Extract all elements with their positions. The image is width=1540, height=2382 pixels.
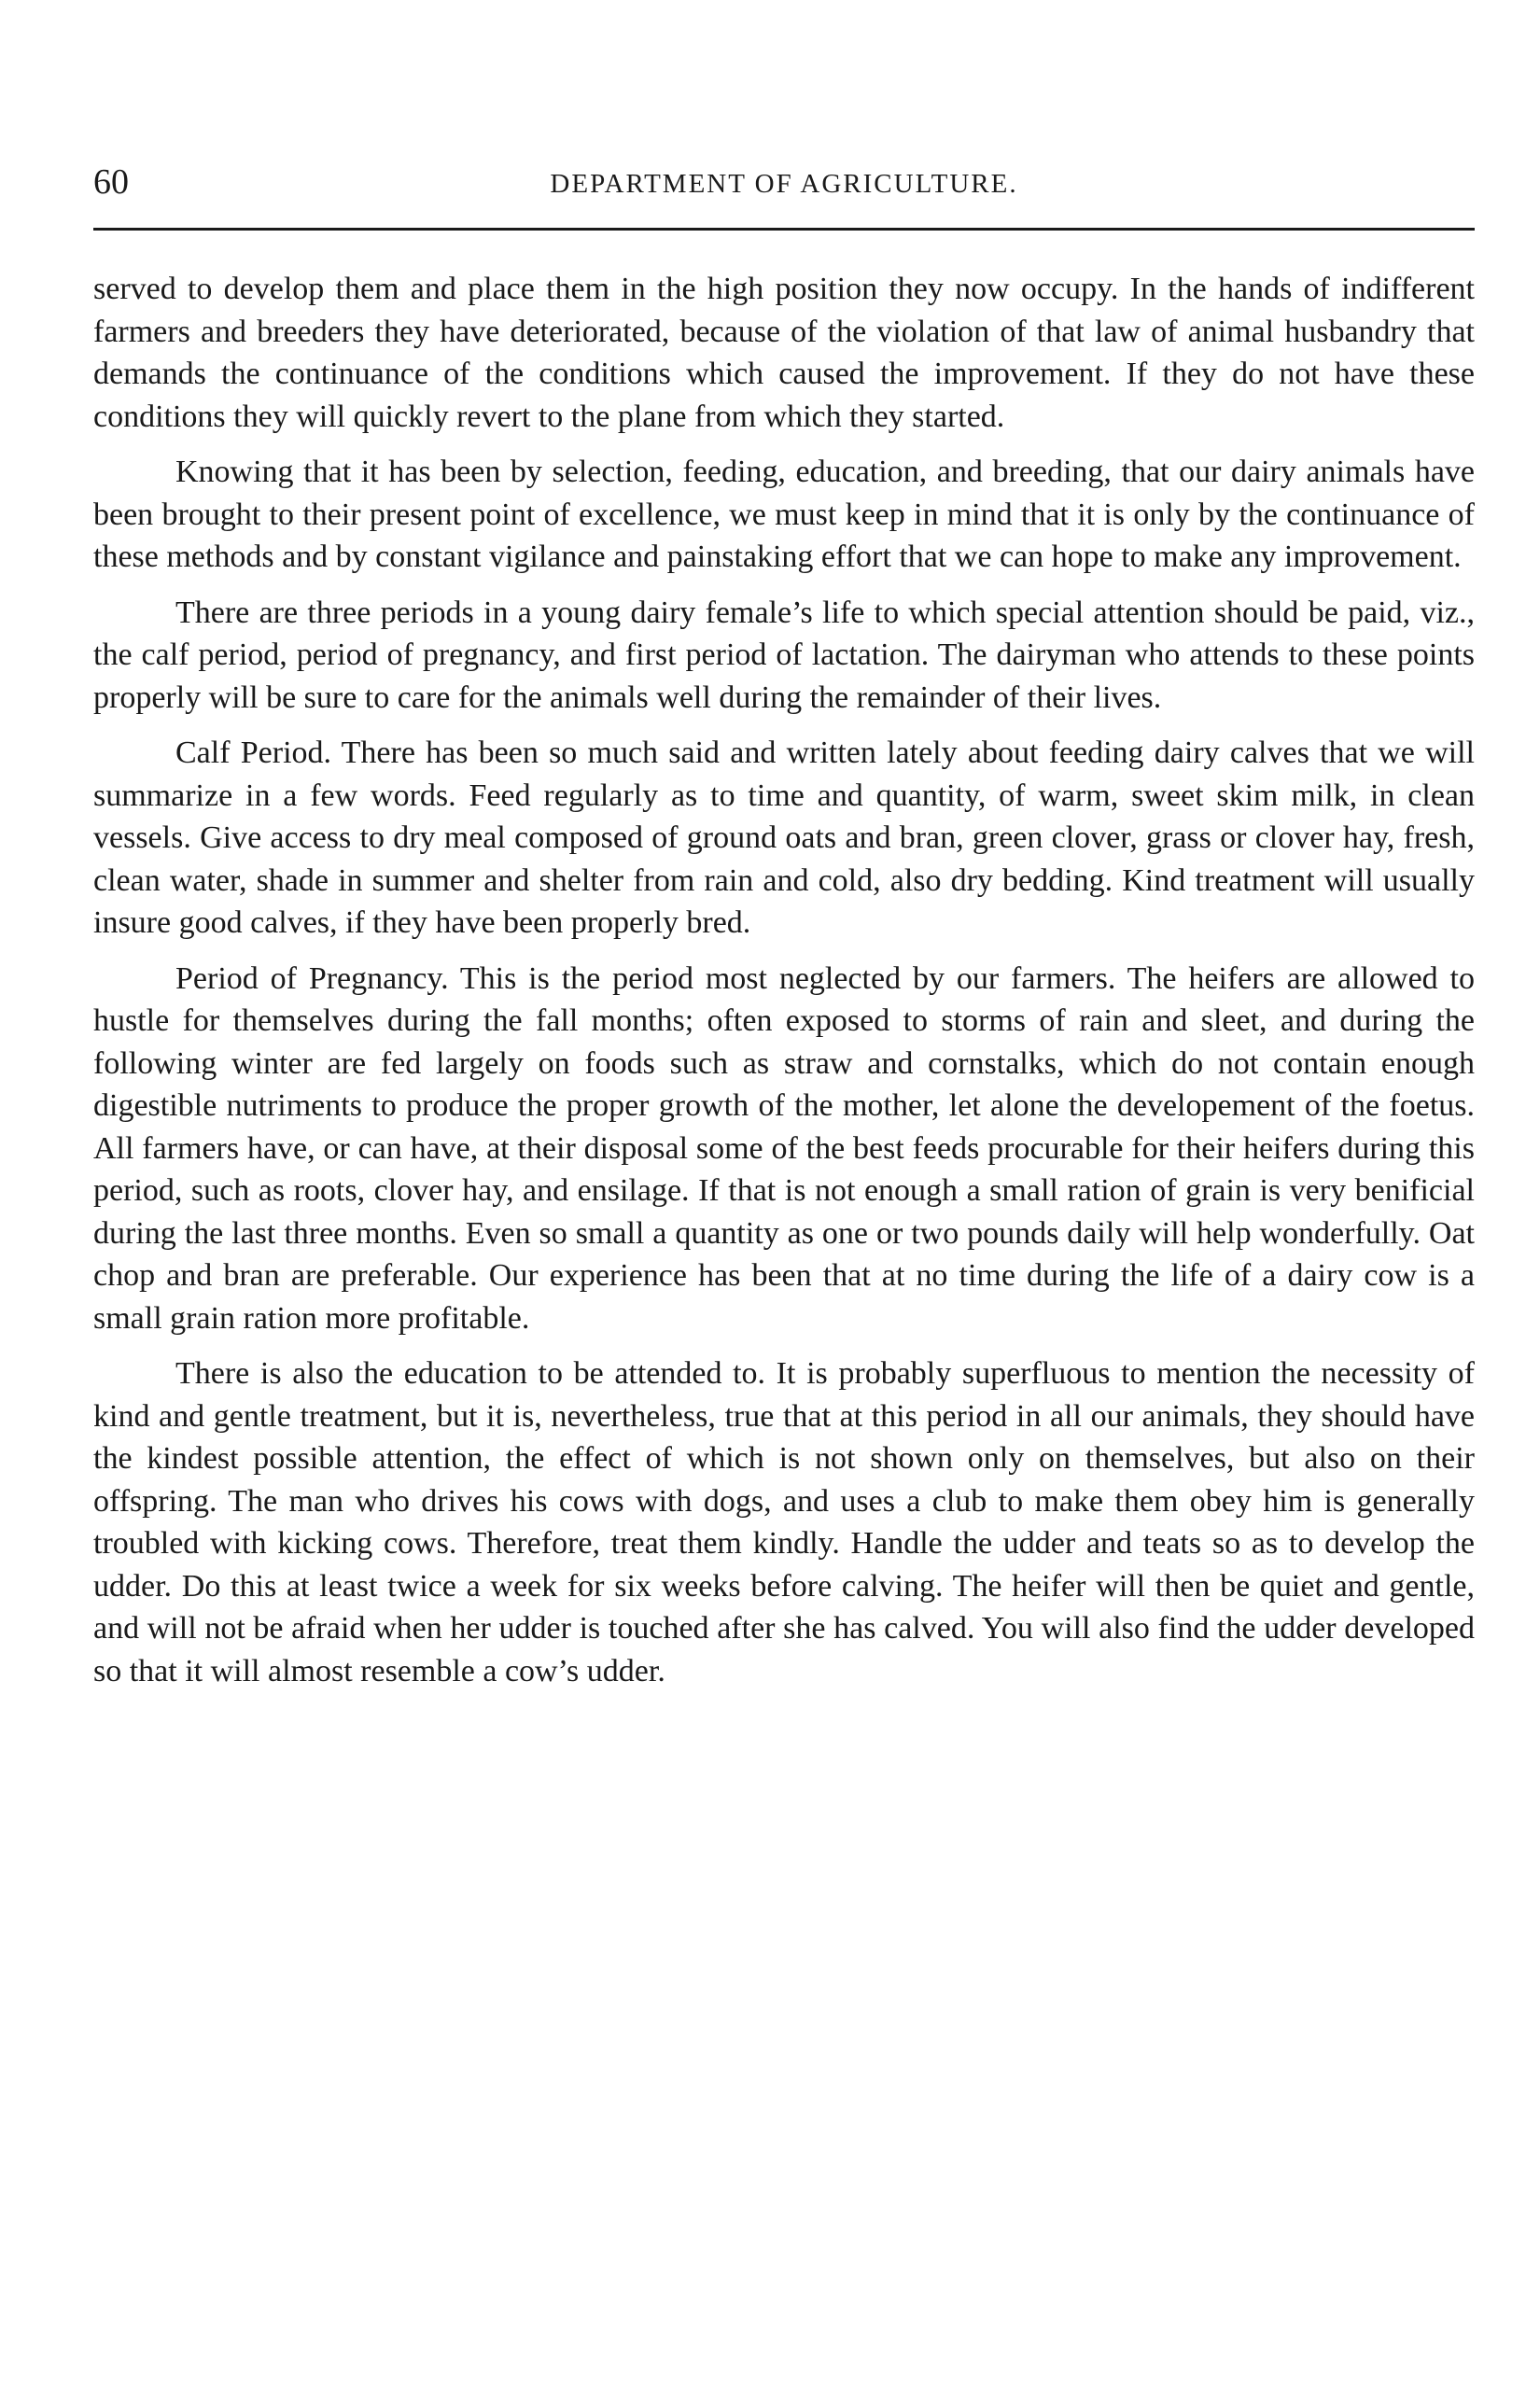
body-text (93, 268, 1475, 1705)
document-page (93, 0, 1475, 2382)
page-number: 60 (93, 162, 129, 202)
paragraph-three-periods: There are three periods in a young dairy female’s life to which special attention should be paid, viz., the calf period, period of pregnancy, and first period of lactation. The dairyman who attends to these points properly will be sure to care for the animals well during the remainder of their lives. (93, 595, 1475, 715)
paragraph-education: There is also the education to be attended to. It is probably superfluous to mention the necessity of kind and gentle treatment, but it is, nevertheless, true that at this period in all our animals, they should have the kindest possible attention, the effect of which is not shown only on themselves, but also on their offspring. The man who drives his cows with dogs, and uses a club to make them obey him is generally troubled with kicking cows. Therefore, treat them kindly. Handle the udder and teats so as to develop the udder. Do this at least twice a week for six weeks before calving. The heifer will then be quiet and gentle, and will not be afraid when her udder is touched after she has calved. You will also find the udder developed so that it will almost resemble a cow’s udder. (93, 1356, 1475, 1688)
paragraph-continued: served to develop them and place them in the high position they now occupy. In the hands of indifferent farmers and breeders they have deteriorated, because of the violation of that law of animal husbandry that demands the continuance of the conditions which caused the improvement. If they do not have these conditions they will quickly revert to the plane from which they started. (93, 272, 1475, 434)
header-rule (93, 228, 1475, 231)
paragraph-period-of-pregnancy: Period of Pregnancy. This is the period most neglected by our farmers. The heifers are allowed to hustle for themselves during the fall months; often exposed to storms of rain and sleet, and during the following winter are fed largely on foods such as straw and cornstalks, which do not contain enough digestible nutriments to produce the proper growth of the mother, let alone the developement of the foetus. All farmers have, or can have, at their disposal some of the best feeds procurable for their heifers during this period, such as roots, clover hay, and ensilage. If that is not enough a small ration of grain is very benificial during the last three months. Even so small a quantity as one or two pounds daily will help wonderfully. Oat chop and bran are preferable. Our experience has been that at no time during the life of a dairy cow is a small grain ration more profitable. (93, 960, 1475, 1336)
running-head (93, 159, 1475, 205)
paragraph-calf-period: Calf Period. There has been so much said and written lately about feeding dairy calves that we will summarize in a few words. Feed regularly as to time and quantity, of warm, sweet skim milk, in clean vessels. Give access to dry meal composed of ground oats and bran, green clover, grass or clover hay, fresh, clean water, shade in summer and shelter from rain and cold, also dry bedding. Kind treatment will usually insure good calves, if they have been properly bred. (93, 736, 1475, 940)
paragraph-knowing: Knowing that it has been by selection, feeding, education, and breeding, that our dairy animals have been brought to their present point of excellence, we must keep in mind that it is only by the continuance of these methods and by constant vigilance and painstaking effort that we can hope to make any improvement. (93, 455, 1475, 574)
running-title: DEPARTMENT OF AGRICULTURE. (550, 169, 1018, 199)
